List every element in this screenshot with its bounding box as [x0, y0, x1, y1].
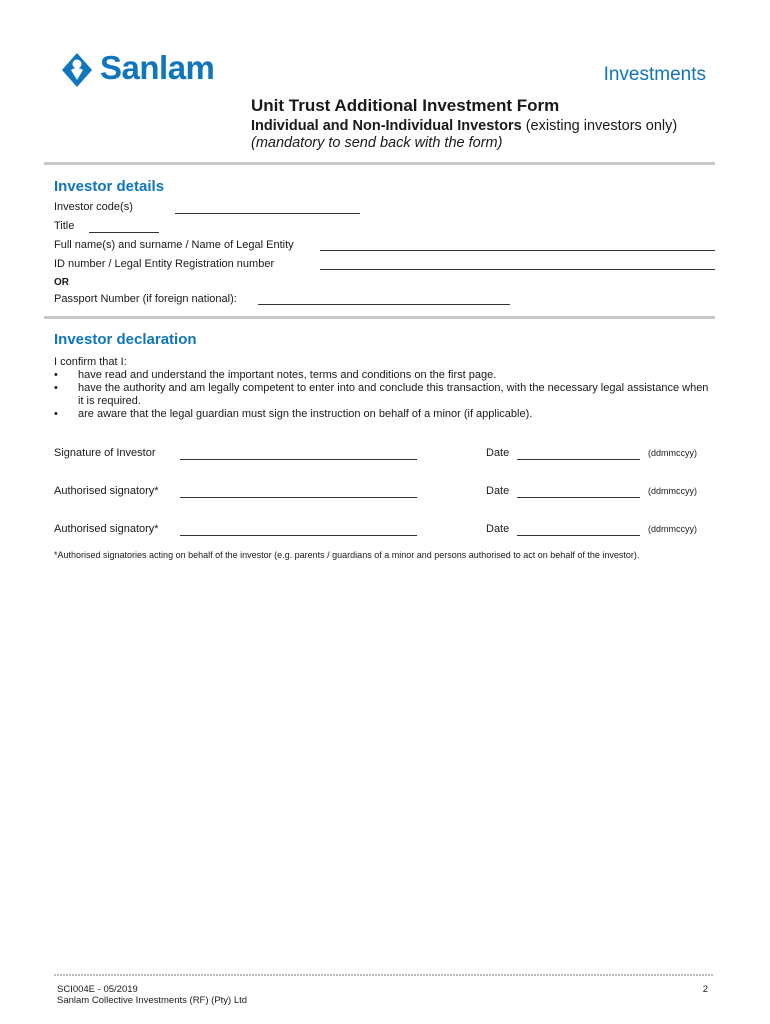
- date-format-hint: (ddmmccyy): [648, 448, 697, 458]
- brand-title: Investments: [603, 64, 706, 85]
- signature-field[interactable]: [180, 535, 417, 536]
- signature-field[interactable]: [180, 459, 417, 460]
- signature-label: Signature of Investor: [54, 447, 156, 459]
- full-name-field[interactable]: [320, 250, 715, 251]
- declaration-item: • have read and understand the important notes, terms and conditions on the first page.: [54, 369, 714, 382]
- date-field[interactable]: [517, 459, 640, 460]
- form-code: SCI004E - 05/2019: [57, 984, 138, 995]
- date-field[interactable]: [517, 535, 640, 536]
- title-label: Title: [54, 220, 75, 232]
- signature-label: Authorised signatory*: [54, 523, 159, 535]
- investor-code-label: Investor code(s): [54, 201, 133, 213]
- date-format-hint: (ddmmccyy): [648, 524, 697, 534]
- sanlam-logo-icon: [60, 52, 94, 88]
- company-name: Sanlam Collective Investments (RF) (Pty) Ltd: [57, 995, 248, 1006]
- passport-label: Passport Number (if foreign national):: [54, 293, 237, 305]
- passport-field[interactable]: [258, 304, 510, 305]
- date-label: Date: [486, 447, 510, 459]
- form-subtitle: [251, 118, 677, 134]
- investor-declaration-heading: Investor declaration: [54, 331, 197, 348]
- form-note: (mandatory to send back with the form): [251, 135, 503, 151]
- id-number-label: ID number / Legal Entity Registration number: [54, 258, 275, 270]
- date-label: Date: [486, 485, 510, 497]
- subtitle-bold: Individual and Non-Individual Investors: [251, 118, 522, 134]
- date-label: Date: [486, 523, 510, 535]
- signature-label: Authorised signatory*: [54, 485, 159, 497]
- logo-text: Sanlam: [100, 49, 215, 86]
- form-title: Unit Trust Additional Investment Form: [251, 96, 560, 115]
- declaration-intro: I confirm that I:: [54, 356, 127, 368]
- footer-divider: [54, 974, 714, 976]
- date-format-hint: (ddmmccyy): [648, 486, 697, 496]
- title-field[interactable]: [89, 232, 159, 233]
- full-name-label: Full name(s) and surname / Name of Legal Entity: [54, 239, 294, 251]
- declaration-item: • are aware that the legal guardian must sign the instruction on behalf of a minor (if applicable).: [54, 408, 714, 421]
- footnote: *Authorised signatories acting on behalf of the investor (e.g. parents / guardians of a minor and persons authorised to act on behalf of the investor).: [54, 550, 640, 560]
- investor-code-field[interactable]: [175, 213, 360, 214]
- declaration-list: [54, 369, 714, 421]
- section-divider: [44, 316, 715, 319]
- subtitle-rest: (existing investors only): [521, 118, 678, 134]
- section-divider: [44, 162, 715, 165]
- signature-field[interactable]: [180, 497, 417, 498]
- page-number: 2: [702, 984, 708, 995]
- declaration-item: • have the authority and am legally competent to enter into and conclude this transaction, with the necessary legal assistance when it is required.: [54, 382, 714, 408]
- id-number-field[interactable]: [320, 269, 715, 270]
- investor-details-heading: Investor details: [54, 178, 165, 195]
- or-label: OR: [54, 277, 69, 288]
- date-field[interactable]: [517, 497, 640, 498]
